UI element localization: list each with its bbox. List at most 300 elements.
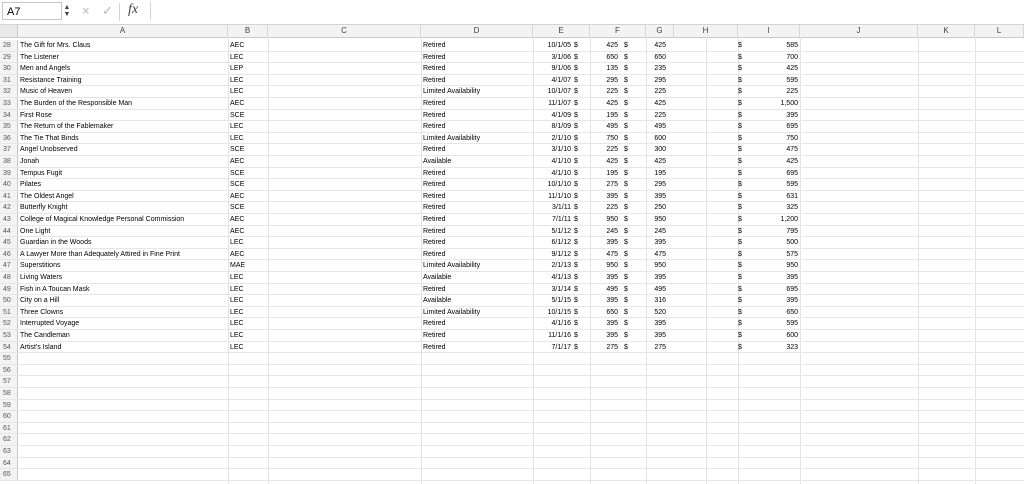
currency-symbol: $ <box>574 343 578 351</box>
cell-value[interactable]: 695 <box>786 285 798 293</box>
cell-value[interactable]: 695 <box>786 123 798 131</box>
cell-release-date[interactable]: 2/1/10 <box>551 134 571 142</box>
cell-status[interactable]: Retired <box>423 250 446 258</box>
cell-title[interactable]: The Listener <box>20 53 59 61</box>
cell-edition-type[interactable]: AEC <box>230 100 245 107</box>
cell-status[interactable]: Retired <box>423 100 446 107</box>
cell-value[interactable]: 1,200 <box>780 216 798 223</box>
cell-edition-type[interactable]: LEC <box>230 343 244 351</box>
cell-status[interactable]: Retired <box>423 320 446 328</box>
column-header-b[interactable]: B <box>228 25 268 37</box>
row-header[interactable]: 41 <box>0 191 18 202</box>
cell-title[interactable]: College of Magical Knowledge Personal Commission <box>20 216 185 223</box>
cell-price[interactable]: 600 <box>654 134 666 142</box>
currency-symbol: $ <box>574 227 578 235</box>
table-row <box>0 75 1024 87</box>
currency-symbol: $ <box>574 65 578 73</box>
column-header-c[interactable]: C <box>268 25 421 37</box>
cell-title[interactable]: Angel Unobserved <box>20 146 78 154</box>
spreadsheet-grid[interactable] <box>0 25 1024 484</box>
column-header-d[interactable]: D <box>421 25 533 37</box>
column-header-j[interactable]: J <box>800 25 918 37</box>
currency-symbol: $ <box>624 227 628 235</box>
cell-issue-price[interactable]: 475 <box>606 250 618 258</box>
cell-title[interactable]: Butterfly Knight <box>20 204 68 212</box>
cell-status[interactable]: Retired <box>423 123 446 131</box>
cell-issue-price[interactable]: 195 <box>606 169 618 177</box>
row-header[interactable]: 54 <box>0 342 18 353</box>
column-header-a[interactable]: A <box>18 25 228 37</box>
cell-status[interactable]: Retired <box>423 204 446 212</box>
row-header[interactable]: 44 <box>0 226 18 237</box>
cell-status[interactable]: Retired <box>423 239 446 247</box>
cell-issue-price[interactable]: 135 <box>606 65 618 73</box>
cell-title[interactable]: Three Clowns <box>20 308 64 316</box>
row-header[interactable]: 50 <box>0 295 18 306</box>
cell-issue-price[interactable]: 425 <box>606 158 618 165</box>
cell-release-date[interactable]: 10/1/10 <box>547 181 571 189</box>
cell-title[interactable]: Music of Heaven <box>20 88 73 96</box>
cell-price[interactable]: 245 <box>654 227 666 235</box>
cell-release-date[interactable]: 8/1/09 <box>551 123 571 131</box>
cell-issue-price[interactable]: 750 <box>606 134 618 142</box>
cell-status[interactable]: Retired <box>423 227 446 235</box>
row-header[interactable]: 36 <box>0 133 18 144</box>
row-header[interactable]: 65 <box>0 469 18 480</box>
cell-value[interactable]: 500 <box>786 239 798 247</box>
cancel-icon[interactable]: × <box>82 3 90 18</box>
cell-status[interactable]: Retired <box>423 343 446 351</box>
insert-function-icon[interactable]: fx <box>128 2 139 17</box>
row-header[interactable]: 48 <box>0 272 18 283</box>
cell-status[interactable]: Retired <box>423 65 446 73</box>
cell-edition-type[interactable]: AEC <box>230 192 245 200</box>
name-box[interactable]: A7 <box>2 2 62 20</box>
row-header[interactable]: 42 <box>0 202 18 213</box>
cell-title[interactable]: Guardian in the Woods <box>20 239 92 247</box>
row-header[interactable]: 60 <box>0 411 18 422</box>
cell-edition-type[interactable]: LEC <box>230 320 244 328</box>
table-row <box>0 295 1024 307</box>
cell-edition-type[interactable]: LEC <box>230 88 244 96</box>
cell-status[interactable]: Retired <box>423 76 446 84</box>
cell-title[interactable]: The Candleman <box>20 332 70 339</box>
cell-value[interactable]: 425 <box>786 158 798 165</box>
row-header[interactable]: 40 <box>0 179 18 190</box>
cell-price[interactable]: 475 <box>654 250 666 258</box>
row-header[interactable]: 38 <box>0 156 18 167</box>
cell-title[interactable]: Men and Angels <box>20 65 71 73</box>
cell-status[interactable]: Limited Availability <box>423 262 481 270</box>
cell-value[interactable]: 325 <box>786 204 798 212</box>
row-header[interactable]: 57 <box>0 376 18 387</box>
cell-edition-type[interactable]: LEC <box>230 239 244 247</box>
cell-title[interactable]: Resistance Training <box>20 76 82 84</box>
column-header-f[interactable]: F <box>590 25 646 37</box>
cell-edition-type[interactable]: LEC <box>230 53 244 61</box>
currency-symbol: $ <box>574 332 578 339</box>
row-header[interactable]: 59 <box>0 400 18 411</box>
cell-title[interactable]: The Oldest Angel <box>20 192 74 200</box>
cell-title[interactable]: The Return of the Fablemaker <box>20 123 114 131</box>
table-row <box>0 86 1024 98</box>
currency-symbol: $ <box>624 204 628 212</box>
cell-release-date[interactable]: 10/1/15 <box>547 308 571 316</box>
cell-issue-price[interactable]: 425 <box>606 100 618 107</box>
cell-value[interactable]: 700 <box>786 53 798 61</box>
column-header-h[interactable]: H <box>674 25 738 37</box>
currency-symbol: $ <box>738 111 742 119</box>
row-header[interactable]: 61 <box>0 423 18 434</box>
cell-title[interactable]: The Gift for Mrs. Claus <box>20 42 91 49</box>
cell-issue-price[interactable]: 650 <box>606 53 618 61</box>
cell-title[interactable]: Jonah <box>20 158 40 165</box>
cell-edition-type[interactable]: SCE <box>230 204 245 212</box>
column-header-l[interactable]: L <box>975 25 1024 37</box>
currency-symbol: $ <box>624 343 628 351</box>
cell-status[interactable]: Retired <box>423 53 446 61</box>
cell-price[interactable]: 395 <box>654 274 666 281</box>
row-header[interactable]: 58 <box>0 388 18 399</box>
cell-release-date[interactable]: 5/1/12 <box>551 227 571 235</box>
row-header[interactable]: 55 <box>0 353 18 364</box>
cell-edition-type[interactable]: MAE <box>230 262 246 270</box>
column-header-bar <box>0 25 1024 38</box>
row-header[interactable]: 34 <box>0 110 18 121</box>
cell-release-date[interactable]: 3/1/06 <box>551 53 571 61</box>
cell-edition-type[interactable]: AEC <box>230 227 245 235</box>
select-all-corner[interactable] <box>0 25 18 37</box>
currency-symbol: $ <box>574 100 578 107</box>
cell-release-date[interactable]: 5/1/15 <box>551 297 571 305</box>
cell-status[interactable]: Available <box>423 274 452 281</box>
cell-issue-price[interactable]: 395 <box>606 274 618 281</box>
table-row <box>0 202 1024 214</box>
currency-symbol: $ <box>574 88 578 96</box>
cell-price[interactable]: 950 <box>654 216 666 223</box>
row-header[interactable]: 53 <box>0 330 18 341</box>
cell-status[interactable]: Limited Availability <box>423 88 481 96</box>
table-row <box>0 446 1024 458</box>
cell-issue-price[interactable]: 425 <box>606 42 618 49</box>
cell-issue-price[interactable]: 495 <box>606 123 618 131</box>
cell-edition-type[interactable]: LEC <box>230 76 244 84</box>
currency-symbol: $ <box>738 320 742 328</box>
cell-release-date[interactable]: 7/1/17 <box>551 343 571 351</box>
table-row <box>0 318 1024 330</box>
currency-symbol: $ <box>624 239 628 247</box>
cell-title[interactable]: One Light <box>20 227 51 235</box>
cell-price[interactable]: 495 <box>654 123 666 131</box>
cell-value[interactable]: 323 <box>786 343 798 351</box>
cell-price[interactable]: 495 <box>654 285 666 293</box>
cell-release-date[interactable]: 4/1/10 <box>551 158 571 165</box>
cell-price[interactable]: 425 <box>654 158 666 165</box>
cell-value[interactable]: 600 <box>786 332 798 339</box>
cell-edition-type[interactable]: LEC <box>230 285 244 293</box>
row-header[interactable]: 56 <box>0 365 18 376</box>
cell-issue-price[interactable]: 950 <box>606 216 618 223</box>
currency-symbol: $ <box>738 53 742 61</box>
cell-issue-price[interactable]: 275 <box>606 343 618 351</box>
cell-release-date[interactable]: 4/1/16 <box>551 320 571 328</box>
cell-title[interactable]: The Tie That Binds <box>20 134 79 142</box>
row-header[interactable]: 45 <box>0 237 18 248</box>
cell-title[interactable]: Superstitions <box>20 262 61 270</box>
cell-status[interactable]: Retired <box>423 169 446 177</box>
row-header[interactable]: 29 <box>0 52 18 63</box>
currency-symbol: $ <box>738 239 742 247</box>
row-header[interactable]: 62 <box>0 434 18 445</box>
row-header[interactable]: 37 <box>0 144 18 155</box>
row-header[interactable]: 30 <box>0 63 18 74</box>
currency-symbol: $ <box>624 53 628 61</box>
cell-value[interactable]: 631 <box>786 192 798 200</box>
cell-value[interactable]: 595 <box>786 76 798 84</box>
cell-value[interactable]: 750 <box>786 134 798 142</box>
cell-price[interactable]: 395 <box>654 239 666 247</box>
row-header[interactable]: 33 <box>0 98 18 109</box>
cell-issue-price[interactable]: 195 <box>606 111 618 119</box>
table-row <box>0 98 1024 110</box>
cell-value[interactable]: 595 <box>786 181 798 189</box>
cell-status[interactable]: Limited Availability <box>423 308 481 316</box>
cell-value[interactable]: 585 <box>786 42 798 49</box>
cell-release-date[interactable]: 11/1/07 <box>548 100 571 107</box>
cell-price[interactable]: 650 <box>654 53 666 61</box>
table-row <box>0 179 1024 191</box>
currency-symbol: $ <box>738 88 742 96</box>
cell-edition-type[interactable]: LEC <box>230 274 244 281</box>
row-header[interactable]: 46 <box>0 249 18 260</box>
cell-issue-price[interactable]: 395 <box>606 297 618 305</box>
formula-bar-divider <box>119 3 120 21</box>
cell-value[interactable]: 395 <box>786 274 798 281</box>
cell-release-date[interactable]: 10/1/07 <box>547 88 571 96</box>
row-header[interactable]: 35 <box>0 121 18 132</box>
cell-price[interactable]: 316 <box>654 297 666 305</box>
cell-title[interactable]: A Lawyer More than Adequately Attired in Fine Print <box>20 250 180 258</box>
cell-issue-price[interactable]: 950 <box>606 262 618 270</box>
currency-symbol: $ <box>624 76 628 84</box>
cell-release-date[interactable]: 11/1/16 <box>548 332 571 339</box>
cell-issue-price[interactable]: 395 <box>606 239 618 247</box>
cell-value[interactable]: 395 <box>786 297 798 305</box>
formula-input[interactable] <box>150 2 1020 20</box>
cell-price[interactable]: 275 <box>654 343 666 351</box>
cell-price[interactable]: 395 <box>654 320 666 328</box>
currency-symbol: $ <box>738 250 742 258</box>
cell-edition-type[interactable]: LEP <box>230 65 244 73</box>
cell-price[interactable]: 195 <box>654 169 666 177</box>
cell-price[interactable]: 520 <box>654 308 666 316</box>
row-header[interactable]: 39 <box>0 168 18 179</box>
cell-value[interactable]: 650 <box>786 308 798 316</box>
cell-price[interactable]: 295 <box>654 181 666 189</box>
cell-status[interactable]: Retired <box>423 42 446 49</box>
currency-symbol: $ <box>738 332 742 339</box>
cell-release-date[interactable]: 11/1/10 <box>548 192 571 200</box>
table-row <box>0 214 1024 226</box>
column-header-i[interactable]: I <box>738 25 800 37</box>
cell-title[interactable]: First Rose <box>20 111 52 119</box>
cell-title[interactable]: The Burden of the Responsible Man <box>20 100 133 107</box>
cell-release-date[interactable]: 4/1/10 <box>551 169 571 177</box>
cell-edition-type[interactable]: AEC <box>230 42 245 49</box>
table-row <box>0 342 1024 354</box>
currency-symbol: $ <box>574 53 578 61</box>
cell-status[interactable]: Retired <box>423 181 446 189</box>
cell-release-date[interactable]: 6/1/12 <box>551 239 571 247</box>
cell-value[interactable]: 695 <box>786 169 798 177</box>
column-header-g[interactable]: G <box>646 25 674 37</box>
cell-status[interactable]: Available <box>423 297 452 305</box>
confirm-icon[interactable]: ✓ <box>102 3 113 18</box>
currency-symbol: $ <box>574 111 578 119</box>
cell-status[interactable]: Retired <box>423 111 446 119</box>
cell-price[interactable]: 225 <box>654 111 666 119</box>
cell-release-date[interactable]: 3/1/14 <box>551 285 571 293</box>
cell-title[interactable]: Pilates <box>20 181 42 189</box>
cell-edition-type[interactable]: LEC <box>230 134 244 142</box>
cell-title[interactable]: Artist's Island <box>20 343 62 351</box>
currency-symbol: $ <box>624 88 628 96</box>
cell-title[interactable]: Living Waters <box>20 274 63 281</box>
cell-release-date[interactable]: 3/1/11 <box>552 204 571 212</box>
cell-status[interactable]: Retired <box>423 285 446 293</box>
formula-bar <box>0 0 1024 25</box>
cell-value[interactable]: 225 <box>786 88 798 96</box>
cell-edition-type[interactable]: SCE <box>230 181 245 189</box>
cell-release-date[interactable]: 9/1/12 <box>551 250 571 258</box>
cell-value[interactable]: 595 <box>786 320 798 328</box>
currency-symbol: $ <box>738 65 742 73</box>
cell-issue-price[interactable]: 395 <box>606 332 618 339</box>
cell-release-date[interactable]: 3/1/10 <box>551 146 571 154</box>
cell-release-date[interactable]: 2/1/13 <box>551 262 571 270</box>
row-header[interactable]: 51 <box>0 307 18 318</box>
cell-price[interactable]: 425 <box>654 100 666 107</box>
cell-release-date[interactable]: 7/1/11 <box>552 216 571 223</box>
cell-status[interactable]: Available <box>423 158 452 165</box>
currency-symbol: $ <box>738 42 742 49</box>
cell-release-date[interactable]: 10/1/05 <box>547 42 571 49</box>
table-row <box>0 423 1024 435</box>
cell-edition-type[interactable]: LEC <box>230 332 244 339</box>
cell-edition-type[interactable]: SCE <box>230 146 245 154</box>
currency-symbol: $ <box>574 204 578 212</box>
cell-status[interactable]: Retired <box>423 332 446 339</box>
column-header-e[interactable]: E <box>533 25 590 37</box>
cell-price[interactable]: 300 <box>654 146 666 154</box>
cell-issue-price[interactable]: 395 <box>606 192 618 200</box>
currency-symbol: $ <box>738 274 742 281</box>
table-row <box>0 400 1024 412</box>
cell-edition-type[interactable]: LEC <box>230 123 244 131</box>
table-row <box>0 168 1024 180</box>
cell-price[interactable]: 295 <box>654 76 666 84</box>
row-header[interactable]: 32 <box>0 86 18 97</box>
cell-price[interactable]: 395 <box>654 192 666 200</box>
cell-value[interactable]: 425 <box>786 65 798 73</box>
cell-edition-type[interactable]: AEC <box>230 216 245 223</box>
row-header[interactable]: 31 <box>0 75 18 86</box>
currency-symbol: $ <box>574 146 578 154</box>
cell-value[interactable]: 795 <box>786 227 798 235</box>
cell-issue-price[interactable]: 245 <box>606 227 618 235</box>
cell-issue-price[interactable]: 275 <box>606 181 618 189</box>
row-header[interactable]: 43 <box>0 214 18 225</box>
currency-symbol: $ <box>574 192 578 200</box>
table-row <box>0 110 1024 122</box>
table-row <box>0 40 1024 52</box>
currency-symbol: $ <box>738 134 742 142</box>
cell-status[interactable]: Retired <box>423 192 446 200</box>
currency-symbol: $ <box>624 192 628 200</box>
cell-title[interactable]: Tempus Fugit <box>20 169 63 177</box>
cell-price[interactable]: 235 <box>654 65 666 73</box>
cell-value[interactable]: 1,500 <box>780 100 798 107</box>
name-box-dropdown-icon[interactable]: ▲ ▼ <box>63 4 71 18</box>
cell-title[interactable]: City on a Hill <box>20 297 60 305</box>
cell-issue-price[interactable]: 225 <box>606 146 618 154</box>
cell-edition-type[interactable]: LEC <box>230 297 244 305</box>
cell-value[interactable]: 395 <box>786 111 798 119</box>
row-header[interactable]: 28 <box>0 40 18 51</box>
table-row <box>0 260 1024 272</box>
cell-value[interactable]: 950 <box>786 262 798 270</box>
cell-issue-price[interactable]: 650 <box>606 308 618 316</box>
cell-release-date[interactable]: 4/1/13 <box>551 274 571 281</box>
cell-edition-type[interactable]: SCE <box>230 111 245 119</box>
cell-title[interactable]: Interrupted Voyage <box>20 320 80 328</box>
cell-release-date[interactable]: 4/1/07 <box>551 76 571 84</box>
currency-symbol: $ <box>624 146 628 154</box>
cell-issue-price[interactable]: 225 <box>606 204 618 212</box>
currency-symbol: $ <box>574 274 578 281</box>
cell-price[interactable]: 250 <box>654 204 666 212</box>
cell-value[interactable]: 475 <box>786 146 798 154</box>
cell-release-date[interactable]: 9/1/06 <box>551 65 571 73</box>
cell-price[interactable]: 950 <box>654 262 666 270</box>
currency-symbol: $ <box>624 285 628 293</box>
cell-issue-price[interactable]: 225 <box>606 88 618 96</box>
cell-price[interactable]: 225 <box>654 88 666 96</box>
cell-issue-price[interactable]: 395 <box>606 320 618 328</box>
row-header[interactable]: 64 <box>0 458 18 469</box>
cell-edition-type[interactable]: LEC <box>230 308 244 316</box>
cell-value[interactable]: 575 <box>786 250 798 258</box>
row-header[interactable]: 63 <box>0 446 18 457</box>
cell-edition-type[interactable]: SCE <box>230 169 245 177</box>
cell-title[interactable]: Fish in A Toucan Mask <box>20 285 90 293</box>
currency-symbol: $ <box>624 250 628 258</box>
row-header[interactable]: 49 <box>0 284 18 295</box>
cell-issue-price[interactable]: 495 <box>606 285 618 293</box>
cell-status[interactable]: Retired <box>423 216 446 223</box>
cell-edition-type[interactable]: AEC <box>230 158 245 165</box>
row-header[interactable]: 52 <box>0 318 18 329</box>
cell-issue-price[interactable]: 295 <box>606 76 618 84</box>
column-header-k[interactable]: K <box>918 25 975 37</box>
row-header[interactable]: 47 <box>0 260 18 271</box>
cell-status[interactable]: Limited Availability <box>423 134 481 142</box>
cell-edition-type[interactable]: AEC <box>230 250 245 258</box>
cell-price[interactable]: 395 <box>654 332 666 339</box>
cell-status[interactable]: Retired <box>423 146 446 154</box>
cell-price[interactable]: 425 <box>654 42 666 49</box>
cell-release-date[interactable]: 4/1/09 <box>551 111 571 119</box>
